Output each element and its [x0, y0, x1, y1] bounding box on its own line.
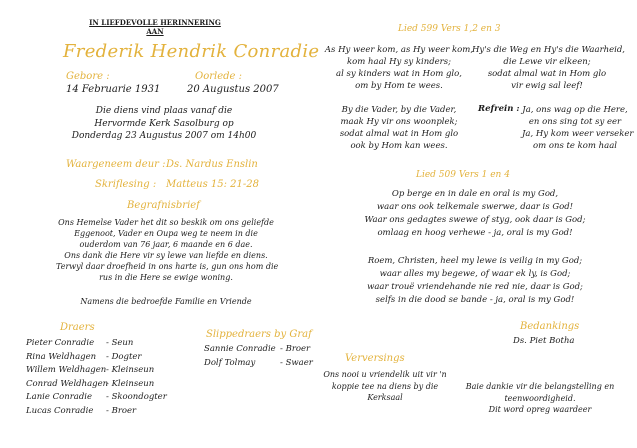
- refresh-line: koppie tee na diens by die: [331, 381, 439, 391]
- verse-line: Hy's die Weg en Hy's die Waarheid,: [472, 45, 625, 55]
- verse-line: sodat almal wat in Hom glo: [339, 129, 459, 139]
- verse-line: As Hy weer kom, as Hy weer kom,: [324, 45, 474, 55]
- verse-line: Roem, Christen, heel my lewe is veilig in my God;: [367, 256, 583, 266]
- hymn1-title: Lied 599 Vers 1,2 en 3: [398, 24, 501, 34]
- service-line: Die diens vind plaas vanaf die: [95, 106, 233, 116]
- list-item: [204, 357, 313, 371]
- refrain-label: Refrein :: [478, 104, 520, 114]
- refrain-line: en ons sing tot sy eer: [528, 117, 622, 127]
- officiant-name: Ds. Nardus Enslin: [166, 159, 258, 170]
- letter-line: Ons dank die Here vir sy lewe van liefde en diens.: [64, 251, 268, 260]
- letter-line: ouderdom van 76 jaar, 6 maande en 6 dae.: [79, 240, 253, 249]
- refresh-line: Ons nooi u vriendelik uit vir 'n: [323, 370, 447, 379]
- hymn2-title: Lied 509 Vers 1 en 4: [416, 170, 510, 180]
- verse-line: waar alles my begewe, of waar ek ly, is God;: [379, 269, 571, 279]
- died-date: 20 Augustus 2007: [187, 84, 279, 95]
- pallbearer-relation: - Skoondogter: [106, 392, 167, 402]
- pallbearers-list: [26, 337, 167, 418]
- pallbearer-relation: - Broer: [106, 405, 137, 416]
- refresh-title: Verversings: [345, 353, 405, 364]
- refrain-block: [522, 104, 634, 152]
- verse-line: die Lewe vir elkeen;: [503, 57, 591, 67]
- verse-line: selfs in die dood se bande - ja, oral is my God!: [375, 295, 575, 305]
- letter-body: [56, 217, 279, 283]
- verse-line: al sy kinders wat in Hom glo,: [336, 69, 462, 79]
- thanks-line: Dit word opreg waardeer: [488, 405, 592, 414]
- letter-line: Ons Hemelse Vader het dit so beskik om ons geliefde: [58, 218, 274, 227]
- thanks-line: teenwoordigheid.: [504, 393, 576, 403]
- hymn2-verse1: [340, 188, 610, 240]
- hymn1-verse2: [324, 104, 474, 152]
- verse-line: waar trouë vriendehande nie red nie, daar is God;: [367, 282, 583, 292]
- verse-line: ook by Hom kan wees.: [350, 141, 448, 151]
- list-item: [204, 343, 313, 357]
- pallbearer-name: Willem Weldhagen: [26, 365, 107, 375]
- refrain-line: Ja, ons wag op die Here,: [522, 105, 628, 115]
- supporters-title: Slippedraers by Graf: [206, 329, 312, 340]
- reading-ref: Matteus 15: 21-28: [166, 179, 260, 190]
- pallbearer-name: Rina Weldhagen: [26, 351, 97, 362]
- pallbearer-relation: - Seun: [106, 338, 134, 348]
- list-item: [26, 378, 167, 392]
- verse-line: Waar ons gedagtes swewe of styg, ook daar is God;: [364, 215, 586, 225]
- supporter-relation: - Broer: [280, 344, 311, 354]
- born-label: Gebore :: [66, 71, 110, 82]
- supporters-list: [204, 343, 313, 370]
- pallbearer-name: Conrad Weldhagen: [26, 378, 109, 389]
- pallbearers-title: Draers: [60, 322, 95, 333]
- verse-line: omlaag en hoog verhewe - ja, oral is my God!: [377, 228, 573, 238]
- refrain-line: Ja, Hy kom weer verseker: [522, 129, 634, 139]
- refrain-line: om ons te kom haal: [532, 141, 618, 151]
- verse-line: vir ewig sal leef!: [511, 81, 583, 91]
- verse-line: By die Vader, by die Vader,: [341, 105, 457, 115]
- supporter-name: Sannie Conradie: [204, 344, 276, 354]
- letter-title: Begrafnisbrief: [127, 200, 200, 211]
- born-date: 14 Februarie 1931: [66, 84, 161, 95]
- memorial-heading: [80, 18, 230, 36]
- refresh-line: Kerksaal: [367, 393, 403, 402]
- letter-line: Terwyl daar droefheid in ons harte is, gun ons hom die: [56, 262, 279, 271]
- supporter-name: Dolf Tolmay: [204, 357, 256, 368]
- list-item: [26, 391, 167, 405]
- verse-line: Op berge en in dale en oral is my God,: [391, 189, 559, 199]
- service-line: Donderdag 23 Augustus 2007 om 14h00: [71, 131, 257, 141]
- list-item: [26, 337, 167, 351]
- hymn1-verse3: [472, 44, 625, 92]
- thanks-title: Bedankings: [520, 321, 580, 332]
- officiant-label: Waargeneem deur :: [66, 159, 166, 170]
- hymn2-verse2: [340, 255, 610, 307]
- reading-label: Skriflesing :: [95, 179, 157, 190]
- thanks-block: [460, 381, 620, 416]
- service-line: Hervormde Kerk Sasolburg op: [94, 118, 234, 129]
- pallbearer-relation: - Dogter: [106, 351, 142, 362]
- died-label: Oorlede :: [195, 71, 242, 82]
- pallbearer-name: Lucas Conradie: [26, 405, 94, 416]
- list-item: [26, 351, 167, 365]
- list-item: [26, 405, 167, 419]
- deceased-name: Frederik Hendrik Conradie: [63, 41, 320, 62]
- verse-line: maak Hy vir ons woonplek;: [340, 117, 458, 127]
- verse-line: kom haal Hy sy kinders;: [347, 57, 451, 67]
- verse-line: sodat almal wat in Hom glo: [487, 69, 607, 79]
- list-item: [26, 364, 167, 378]
- pallbearer-relation: - Kleinseun: [106, 365, 155, 375]
- pallbearer-name: Pieter Conradie: [26, 338, 95, 348]
- verse-line: waar ons ook telkemale swerwe, daar is God!: [376, 202, 574, 212]
- pallbearer-relation: - Kleinseun: [106, 378, 155, 389]
- hymn1-verse1: [324, 44, 474, 92]
- verse-line: om by Hom te wees.: [355, 81, 443, 91]
- supporter-relation: - Swaer: [280, 357, 313, 368]
- thanks-line: Baie dankie vir die belangstelling en: [465, 382, 615, 391]
- memorial-heading-line1: IN LIEFDEVOLLE HERINNERING: [89, 18, 221, 27]
- pallbearer-name: Lanie Conradie: [26, 392, 93, 402]
- memorial-heading-line2: AAN: [146, 27, 164, 36]
- letter-line: Eggenoot, Vader en Oupa weg te neem in die: [74, 229, 258, 238]
- letter-closing: Namens die bedroefde Familie en Vriende: [80, 297, 252, 306]
- letter-line: rus in die Here se ewige woning.: [99, 273, 233, 282]
- thanks-name: Ds. Piet Botha: [513, 336, 575, 346]
- service-details: [64, 105, 264, 143]
- refresh-block: [310, 369, 460, 404]
